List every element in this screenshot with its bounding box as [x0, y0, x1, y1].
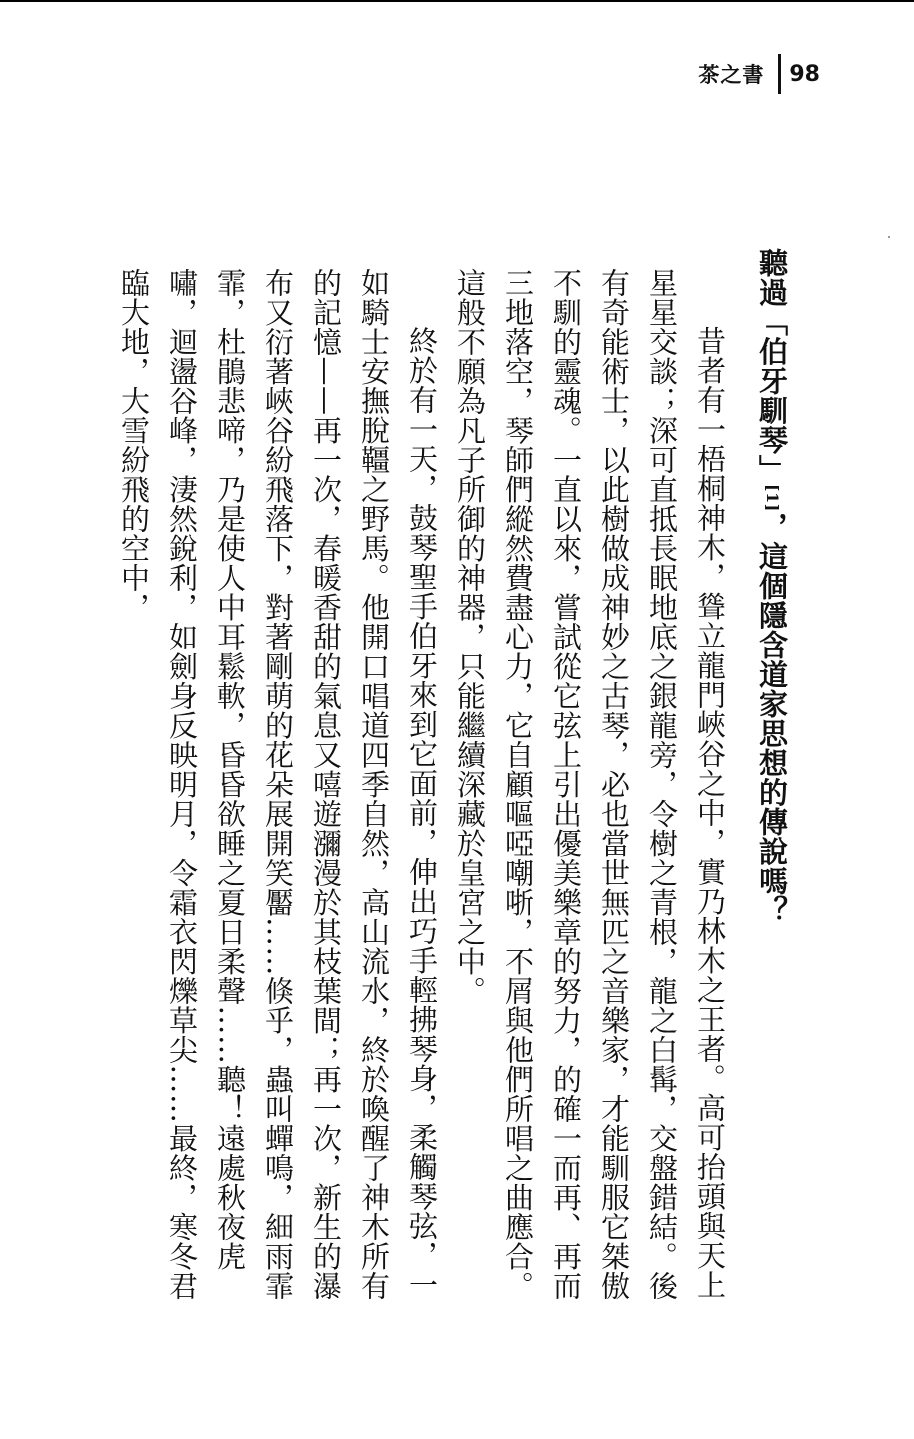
page-number: 98 [789, 61, 820, 87]
scan-speck [888, 236, 890, 238]
page-header [698, 52, 820, 96]
vertical-body-text [110, 248, 796, 1328]
top-border-rule [0, 0, 914, 2]
footnote-marker: [1] [763, 484, 782, 512]
heading-text-a: 聽過「伯牙馴琴」 [755, 248, 789, 484]
heading-text-b: ，這個隱含道家思想的傳說嗎？ [755, 511, 789, 925]
paragraph-1: 昔者有一梧桐神木，聳立龍門峽谷之中，實乃林木之王者。高可抬頭與天上星星交談；深可直抵長眠地底之銀龍旁，令樹之青根，龍之白髯，交盤錯結。後有奇能術士，以此樹做成神妙之古琴，必也當世無匹之音樂家，才能馴服它桀傲不馴的靈魂。一直以來，嘗試從它弦上引出優美樂章的努力，的確一而再、再而三地落空，琴師們縱然費盡心力，它自顧嘔啞嘲哳，不屑與他們所唱之曲應合。這般不願為凡子所御的神器，只能繼續深藏於皇宮之中。 [453, 268, 727, 1301]
header-divider [778, 54, 781, 94]
paragraph-2: 終於有一天，鼓琴聖手伯牙來到它面前，伸出巧手輕拂琴身，柔觸琴弦，一如騎士安撫脫韁之野馬。他開口唱道四季自然，高山流水，終於喚醒了神木所有的記憶——再一次，春暖香甜的氣息又嘻遊瀰漫於其枝葉間；再一次，新生的瀑布又衍著峽谷紛飛落下，對著剛萌的花朵展開笑靨……倏乎，蟲叫蟬鳴，細雨霏霏，杜鵑悲啼，乃是使人中耳鬆軟，昏昏欲睡之夏日柔聲……聽！遠處秋夜虎嘯，迴盪谷峰，淒然銳利，如劍身反映明月，令霜衣閃爍草尖……最終，寒冬君臨大地，大雪紛飛的空中， [117, 268, 439, 1301]
running-title: 茶之書 [698, 63, 765, 87]
opening-question [748, 248, 796, 1328]
